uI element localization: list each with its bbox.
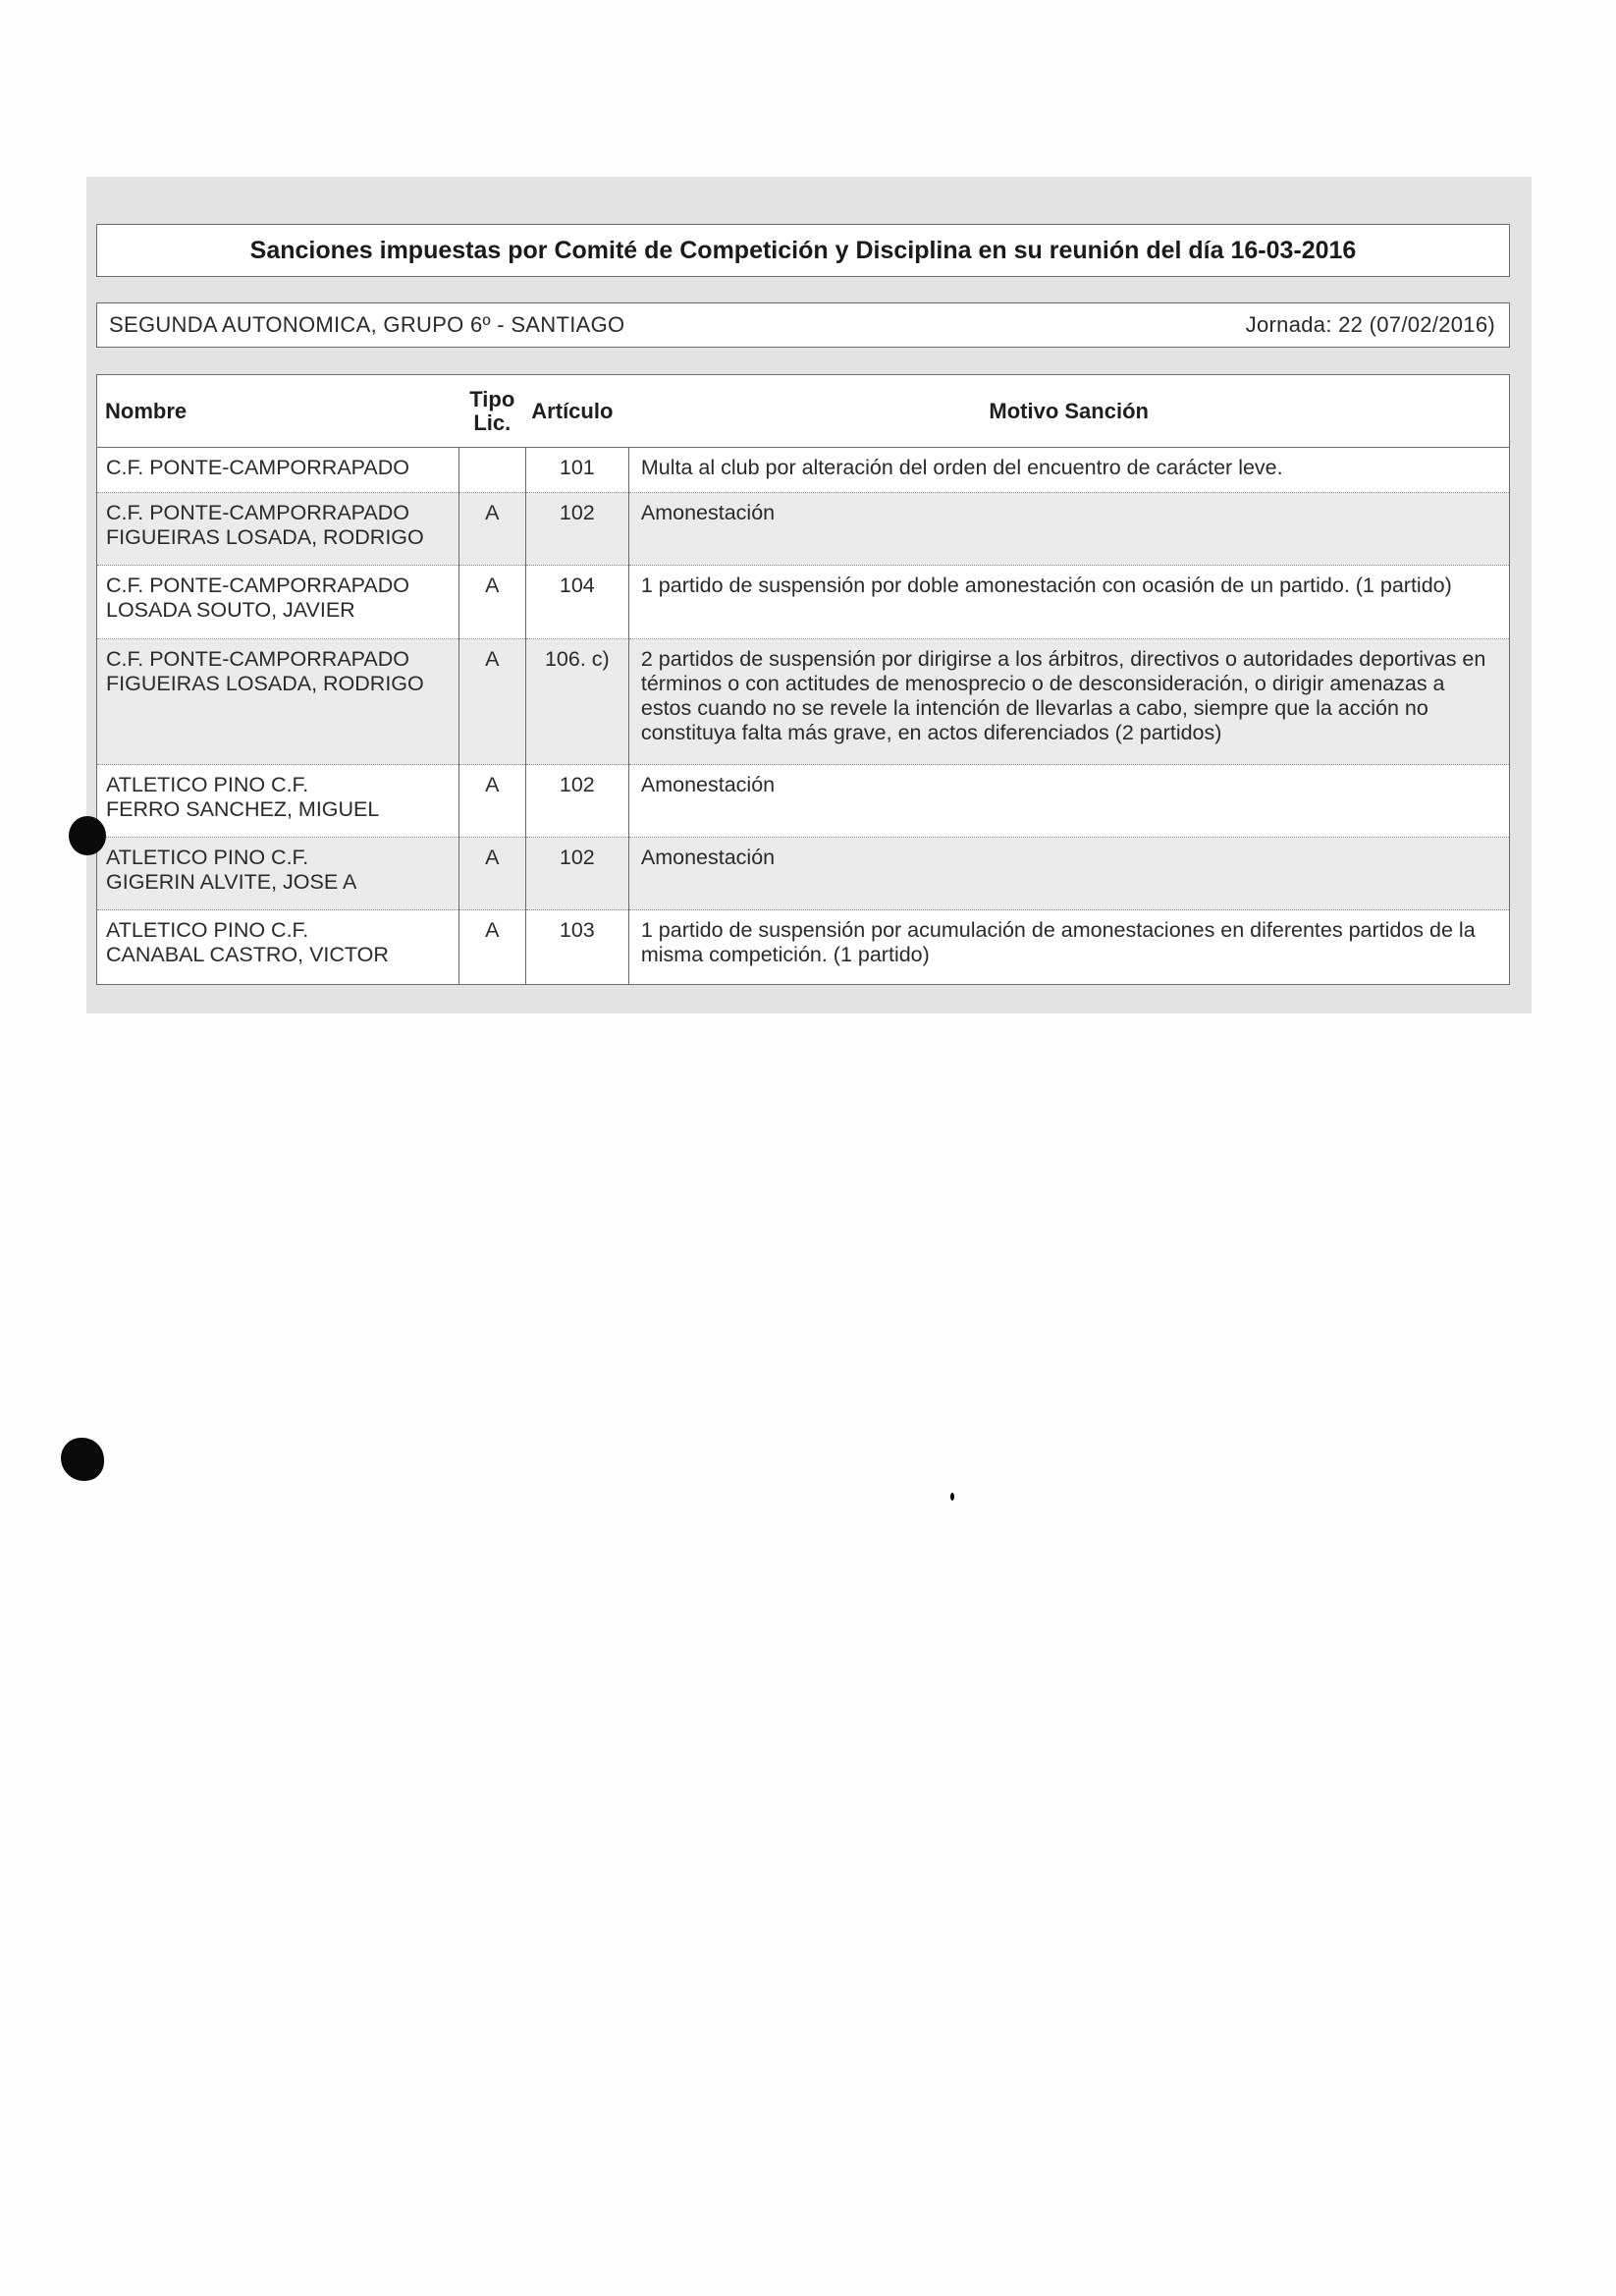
column-header-motivo: Motivo Sanción bbox=[628, 375, 1509, 448]
cell-nombre bbox=[97, 765, 458, 838]
cell-motivo: Amonestación bbox=[628, 493, 1509, 566]
cell-motivo: Multa al club por alteración del orden del encuentro de carácter leve. bbox=[628, 448, 1509, 493]
table-row bbox=[97, 566, 1509, 639]
column-header-nombre: Nombre bbox=[97, 375, 458, 448]
club-name: C.F. PONTE-CAMPORRAPADO bbox=[106, 574, 409, 597]
cell-tipo: A bbox=[458, 493, 525, 566]
table-row bbox=[97, 765, 1509, 838]
club-name: C.F. PONTE-CAMPORRAPADO bbox=[106, 647, 409, 671]
cell-articulo: 103 bbox=[525, 910, 628, 984]
column-header-articulo: Artículo bbox=[525, 375, 628, 448]
cell-tipo bbox=[458, 448, 525, 493]
ink-speck-mark bbox=[950, 1493, 954, 1501]
cell-articulo: 106. c) bbox=[525, 639, 628, 765]
cell-motivo: 2 partidos de suspensión por dirigirse a los árbitros, directivos o autoridades deportivas en términos o con actitudes de menosprecio o de desconsideración, o dirigir amenazas a estos cuando no se revele la intención de llevarlas a cabo, siempre que la acción no constituya falta más grave, en actos diferenciados (2 partidos) bbox=[628, 639, 1509, 765]
sanctions-table bbox=[96, 374, 1510, 985]
cell-nombre bbox=[97, 639, 458, 765]
cell-motivo: Amonestación bbox=[628, 838, 1509, 910]
cell-articulo: 101 bbox=[525, 448, 628, 493]
club-name: C.F. PONTE-CAMPORRAPADO bbox=[106, 456, 409, 479]
jornada-label: Jornada: 22 (07/02/2016) bbox=[1245, 312, 1495, 337]
cell-articulo: 104 bbox=[525, 566, 628, 639]
player-name: FERRO SANCHEZ, MIGUEL bbox=[106, 797, 380, 821]
cell-tipo: A bbox=[458, 639, 525, 765]
cell-motivo: 1 partido de suspensión por doble amonestación con ocasión de un partido. (1 partido) bbox=[628, 566, 1509, 639]
player-name: FIGUEIRAS LOSADA, RODRIGO bbox=[106, 525, 424, 549]
club-name: ATLETICO PINO C.F. bbox=[106, 846, 309, 869]
table-row bbox=[97, 639, 1509, 765]
column-header-tipo-line1: Tipo bbox=[469, 386, 515, 411]
table-row bbox=[97, 448, 1509, 493]
cell-tipo: A bbox=[458, 566, 525, 639]
club-name: ATLETICO PINO C.F. bbox=[106, 918, 309, 942]
page-title bbox=[96, 224, 1510, 277]
ink-blot-mark bbox=[69, 816, 106, 855]
player-name: LOSADA SOUTO, JAVIER bbox=[106, 598, 355, 622]
competition-header bbox=[96, 302, 1510, 348]
table-header-row bbox=[97, 375, 1509, 448]
cell-motivo: Amonestación bbox=[628, 765, 1509, 838]
page-title-text: Sanciones impuestas por Comité de Competición y Disciplina en su reunión del día 16-03-2016 bbox=[249, 236, 1357, 264]
club-name: ATLETICO PINO C.F. bbox=[106, 773, 309, 796]
cell-nombre bbox=[97, 910, 458, 984]
cell-nombre bbox=[97, 493, 458, 566]
table-row bbox=[97, 838, 1509, 910]
cell-nombre bbox=[97, 566, 458, 639]
cell-nombre bbox=[97, 448, 458, 493]
player-name: FIGUEIRAS LOSADA, RODRIGO bbox=[106, 672, 424, 695]
table-row bbox=[97, 493, 1509, 566]
player-name: GIGERIN ALVITE, JOSE A bbox=[106, 870, 357, 894]
ink-blot-mark bbox=[61, 1438, 104, 1481]
cell-articulo: 102 bbox=[525, 493, 628, 566]
cell-nombre bbox=[97, 838, 458, 910]
table-row bbox=[97, 910, 1509, 984]
cell-articulo: 102 bbox=[525, 765, 628, 838]
cell-tipo: A bbox=[458, 765, 525, 838]
player-name: CANABAL CASTRO, VICTOR bbox=[106, 943, 389, 966]
cell-tipo: A bbox=[458, 910, 525, 984]
cell-articulo: 102 bbox=[525, 838, 628, 910]
competition-name: SEGUNDA AUTONOMICA, GRUPO 6º - SANTIAGO bbox=[109, 312, 625, 337]
cell-tipo: A bbox=[458, 838, 525, 910]
column-header-tipo-line2: Lic. bbox=[473, 410, 512, 435]
cell-motivo: 1 partido de suspensión por acumulación de amonestaciones en diferentes partidos de la misma competición. (1 partido) bbox=[640, 918, 1476, 966]
club-name: C.F. PONTE-CAMPORRAPADO bbox=[106, 501, 409, 524]
column-header-tipo-lic bbox=[458, 375, 525, 448]
